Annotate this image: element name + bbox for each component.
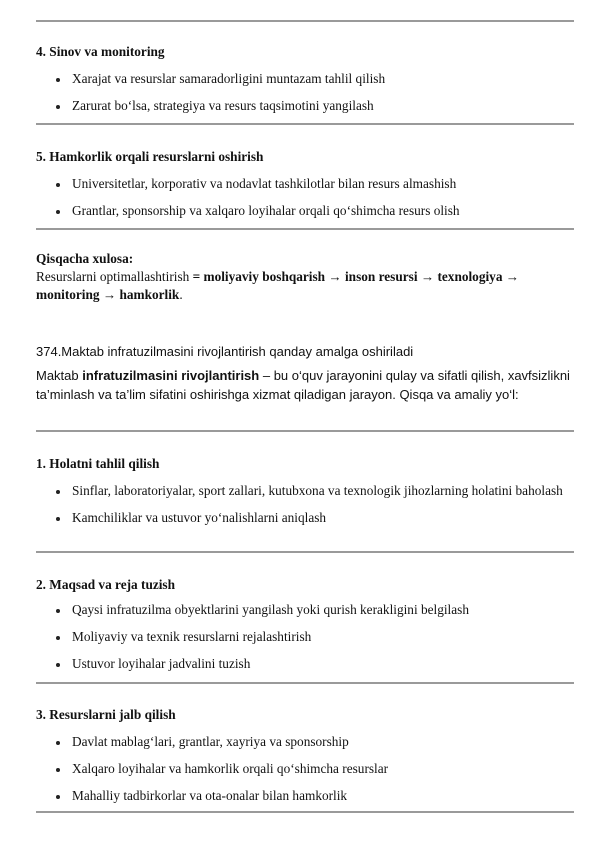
divider bbox=[36, 228, 574, 230]
summary-title: Qisqacha xulosa: bbox=[36, 251, 134, 266]
section-heading: 1. Holatni tahlil qilish bbox=[36, 456, 160, 471]
list-item: Mahalliy tadbirkorlar va ota-onalar bilan hamkorlik bbox=[36, 787, 574, 805]
bullet-list bbox=[36, 733, 574, 805]
divider bbox=[36, 551, 574, 553]
bullet-list bbox=[36, 482, 574, 527]
answer-pre: Maktab bbox=[36, 368, 83, 383]
list-item: Sinflar, laboratoriyalar, sport zallari, kutubxona va texnologik jihozlarning holatini baholash bbox=[36, 482, 574, 500]
summary-text bbox=[36, 268, 574, 304]
bullet-list bbox=[36, 70, 574, 115]
summary-end: . bbox=[179, 287, 183, 302]
list-item: Zarurat bo‘lsa, strategiya va resurs taqsimotini yangilash bbox=[36, 97, 574, 115]
answer-paragraph bbox=[36, 366, 574, 404]
list-item: Moliyaviy va texnik resurslarni rejalashtirish bbox=[36, 628, 574, 646]
summary-intro: Resurslarni optimallashtirish bbox=[36, 269, 193, 284]
list-item: Davlat mablag‘lari, grantlar, xayriya va sponsorship bbox=[36, 733, 574, 751]
section-heading: 3. Resurslarni jalb qilish bbox=[36, 707, 176, 722]
section-heading: 4. Sinov va monitoring bbox=[36, 44, 165, 59]
divider bbox=[36, 123, 574, 125]
divider bbox=[36, 430, 574, 432]
list-item: Ustuvor loyihalar jadvalini tuzish bbox=[36, 655, 574, 673]
list-item: Universitetlar, korporativ va nodavlat tashkilotlar bilan resurs almashish bbox=[36, 175, 574, 193]
divider bbox=[36, 682, 574, 684]
answer-post: – bu o‘quv jarayonini qulay va sifatli qilish, xavfsizlikni ta’minlash va ta’lim sifatini oshirishga xizmat qiladigan jarayon. Qisqa va amaliy yo‘l: bbox=[36, 368, 570, 402]
summary-block bbox=[36, 250, 574, 304]
bullet-list bbox=[36, 601, 574, 673]
divider bbox=[36, 20, 574, 22]
section-heading: 5. Hamkorlik orqali resurslarni oshirish bbox=[36, 149, 264, 164]
summary-formula: = moliyaviy boshqarish → inson resursi → texnologiya → monitoring → hamkorlik bbox=[36, 269, 520, 302]
list-item: Xarajat va resurslar samaradorligini muntazam tahlil qilish bbox=[36, 70, 574, 88]
list-item: Qaysi infratuzilma obyektlarini yangilash yoki qurish kerakligini belgilash bbox=[36, 601, 574, 619]
bullet-list bbox=[36, 175, 574, 220]
divider bbox=[36, 811, 574, 813]
section-heading: 2. Maqsad va reja tuzish bbox=[36, 577, 176, 592]
question-text: 374.Maktab infratuzilmasini rivojlantirish qanday amalga oshiriladi bbox=[36, 344, 414, 359]
answer-term: infratuzilmasini rivojlantirish bbox=[82, 368, 260, 383]
list-item: Xalqaro loyihalar va hamkorlik orqali qo‘shimcha resurslar bbox=[36, 760, 574, 778]
list-item: Grantlar, sponsorship va xalqaro loyihalar orqali qo‘shimcha resurs olish bbox=[36, 202, 574, 220]
list-item: Kamchiliklar va ustuvor yo‘nalishlarni aniqlash bbox=[36, 509, 574, 527]
